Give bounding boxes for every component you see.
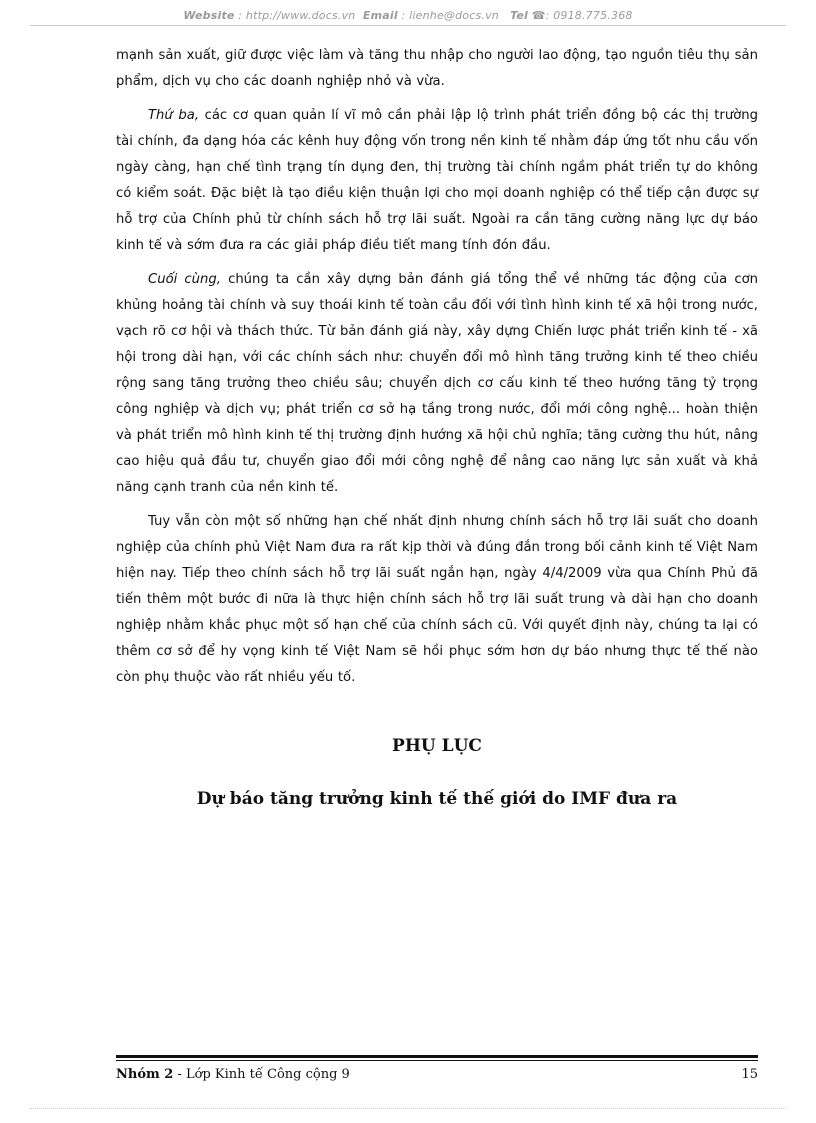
footer-rule-thin: [116, 1060, 758, 1061]
paragraph-3-text: chúng ta cần xây dựng bản đánh giá tổng thể về những tác động của cơn khủng hoảng tài chính và suy thoái kinh tế toàn cầu đối với tình hình kinh tế xã hội trong nước, vạch rõ cơ hội và thách thức. Từ bản đánh giá này, xây dựng Chiến lược phát triển kinh tế - xã hội trong dài hạn, với các chính sách như: chuyển đổi mô hình tăng trưởng kinh tế theo chiều rộng sang tăng trưởng theo chiều sâu; chuyển dịch cơ cấu kinh tế theo hướng tăng tỷ trọng công nghiệp và dịch vụ; phát triển cơ sở hạ tầng trong nước, đổi mới công nghệ... hoàn thiện và phát triển mô hình kinh tế thị trường định hướng xã hội chủ nghĩa; tăng cường thu hút, nâng cao hiệu quả đầu tư, chuyển giao đổi mới công nghệ để nâng cao năng lực sản xuất và khả năng cạnh tranh của nền kinh tế.: [116, 272, 758, 495]
paragraph-2: [116, 103, 758, 259]
email-link[interactable]: : lienhe@docs.vn: [401, 9, 499, 22]
tel-value: : 0918.775.368: [545, 9, 633, 22]
phone-icon: ☎: [531, 9, 546, 22]
paragraph-1: mạnh sản xuất, giữ được việc làm và tăng thu nhập cho người lao động, tạo nguồn tiêu thụ sản phẩm, dịch vụ cho các doanh nghiệp nhỏ và vừa.: [116, 48, 758, 89]
header-divider: [30, 25, 786, 26]
footer-group: Nhóm 2: [116, 1067, 174, 1082]
paragraph-2-text: các cơ quan quản lí vĩ mô cần phải lập lộ trình phát triển đồng bộ các thị trường tài chính, đa dạng hóa các kênh huy động vốn trong nền kinh tế nhằm đáp ứng tốt nhu cầu vốn ngày càng, hạn chế tình trạng tín dụng đen, thị trường tài chính ngầm phát triển tự do không có kiểm soát. Đặc biệt là tạo điều kiện thuận lợi cho mọi doanh nghiệp có thể tiếp cận được sự hỗ trợ của Chính phủ từ chính sách hỗ trợ lãi suất. Ngoài ra cần tăng cường năng lực dự báo kinh tế và sớm đưa ra các giải pháp điều tiết mang tính đón đầu.: [116, 108, 758, 253]
appendix-title: PHỤ LỤC: [392, 736, 482, 756]
page-number: 15: [741, 1067, 758, 1082]
email-label: Email: [362, 9, 398, 22]
paragraph-2-lead: Thứ ba,: [148, 108, 200, 123]
footer-group-label: [116, 1067, 350, 1082]
tel-label: Tel: [510, 9, 528, 22]
page-header: [0, 9, 816, 22]
document-body: [116, 43, 758, 699]
footer-rule: [116, 1055, 758, 1058]
paragraph-3: [116, 267, 758, 501]
footer-class: - Lớp Kinh tế Công cộng 9: [173, 1067, 350, 1082]
paragraph-4: Tuy vẫn còn một số những hạn chế nhất định nhưng chính sách hỗ trợ lãi suất cho doanh nghiệp của chính phủ Việt Nam đưa ra rất kịp thời và đúng đắn trong bối cảnh kinh tế Việt Nam hiện nay. Tiếp theo chính sách hỗ trợ lãi suất ngắn hạn, ngày 4/4/2009 vừa qua Chính Phủ đã tiến thêm một bước đi nữa là thực hiện chính sách hỗ trợ lãi suất trung và dài hạn cho doanh nghiệp nhằm khắc phục một số hạn chế của chính sách cũ. Với quyết định này, chúng ta lại có thêm cơ sở để hy vọng kinh tế Việt Nam sẽ hồi phục sớm hơn dự báo nhưng thực tế thế nào còn phụ thuộc vào rất nhiều yếu tố.: [116, 514, 758, 685]
paragraph-3-lead: Cuối cùng,: [148, 272, 221, 287]
website-label: Website: [183, 9, 235, 22]
website-link[interactable]: : http://www.docs.vn: [238, 9, 356, 22]
appendix-subtitle: Dự báo tăng trưởng kinh tế thế giới do IMF đưa ra: [196, 789, 678, 809]
bottom-divider: [30, 1108, 786, 1109]
